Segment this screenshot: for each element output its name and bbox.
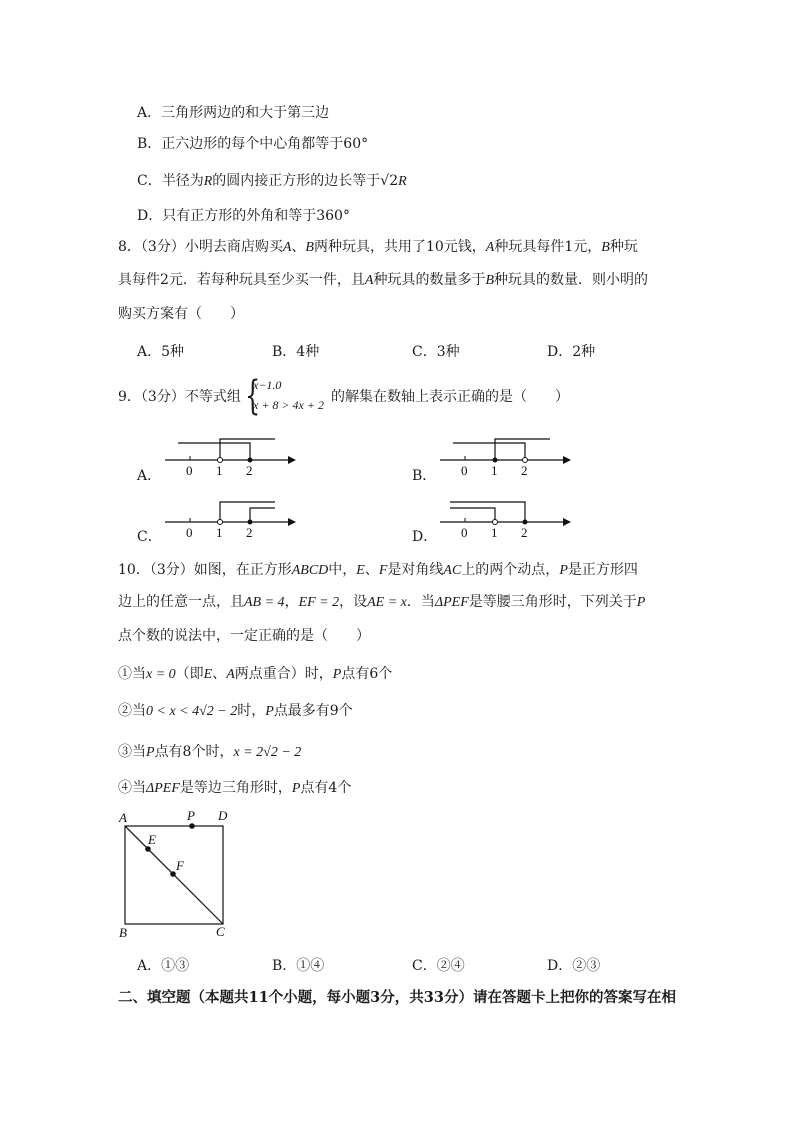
q8-line3: 购买方案有（ ） xyxy=(118,306,244,322)
q10-statement-1 xyxy=(118,665,392,684)
tick-0: 0 xyxy=(461,525,468,540)
q7-c-prefix: C．半径为 xyxy=(137,173,204,189)
q7-c-mid: 的圆内接正方形的边长等于 xyxy=(212,173,381,189)
s1-e: 点有6个 xyxy=(341,666,393,682)
q10-line3: 点个数的说法中，一定正确的是（ ） xyxy=(118,628,370,644)
q10-l1-abcd: ABCD xyxy=(291,563,329,578)
q9-label-a: A． xyxy=(137,468,162,484)
q9-system-line1: x−1.0 xyxy=(253,378,282,392)
q10-l1-c: 、 xyxy=(364,562,379,578)
tick-1: 1 xyxy=(216,463,223,478)
q9-brace: { xyxy=(245,373,261,419)
q9-label-c: C． xyxy=(137,529,162,545)
q7-c-r2: R xyxy=(398,174,407,189)
s1-a-pt: A xyxy=(226,667,235,682)
section-2-heading: 二、填空题（本题共11个小题，每小题3分，共33分）请在答题卡上把你的答案写在相 xyxy=(118,989,676,1006)
q10-statement-4 xyxy=(118,779,351,798)
tick-2: 2 xyxy=(521,525,528,540)
q8-l2-A: A xyxy=(364,273,374,288)
s1-p: P xyxy=(332,667,342,682)
q9-label-b: B． xyxy=(412,468,437,484)
q10-statement-3 xyxy=(118,743,301,762)
q8-option-d: D．2种 xyxy=(547,344,596,360)
tick-0: 0 xyxy=(186,463,193,478)
tick-1: 1 xyxy=(216,525,223,540)
s1-e-pt: E xyxy=(203,667,213,682)
label-p: P xyxy=(187,808,195,823)
q8-option-a: A．5种 xyxy=(137,344,185,360)
point-p xyxy=(189,823,195,829)
tick-0: 0 xyxy=(461,463,468,478)
tick-1: 1 xyxy=(491,463,498,478)
q10-option-c: C．②④ xyxy=(412,958,465,974)
s1-x: x = 0 xyxy=(146,667,176,682)
q10-line2 xyxy=(118,593,645,612)
q9-label-d: D． xyxy=(412,529,438,545)
s3-eq: x = 2√2 − 2 xyxy=(233,745,302,760)
q7-c-r: R xyxy=(203,174,213,189)
q10-option-b: B．①④ xyxy=(272,958,325,974)
s2-p: P xyxy=(265,704,274,719)
q10-l2-pef: ΔPEF xyxy=(434,595,469,610)
s4-c: 点有4个 xyxy=(300,780,352,796)
q8-l1-b: 、 xyxy=(291,239,306,255)
s4-a: ④当 xyxy=(118,780,146,796)
q10-l1-f-pt: F xyxy=(378,563,388,578)
s2-a: ②当 xyxy=(118,703,146,719)
label-d: D xyxy=(218,808,228,823)
q10-l2-ab: AB = 4 xyxy=(244,595,285,610)
number-line-c xyxy=(160,499,300,541)
q10-l2-b: ， xyxy=(284,594,299,610)
s3-p: P xyxy=(146,745,155,760)
q8-l2-a: 具每件2元．若每种玩具至少买一件，且 xyxy=(118,272,365,288)
s4-p: P xyxy=(291,781,301,796)
s2-b: 时， xyxy=(237,703,266,719)
point-e xyxy=(145,846,151,852)
q8-l2-b: 种玩具的数量多于 xyxy=(373,272,486,288)
tick-2: 2 xyxy=(246,463,253,478)
s3-b: 点有8个时， xyxy=(154,744,234,760)
q10-l1-b: 中， xyxy=(328,562,357,578)
q10-l2-d: ．当 xyxy=(406,594,435,610)
q8-l1-A: A xyxy=(282,240,292,255)
q10-l1-a: 10．（3分）如图，在正方形 xyxy=(118,562,292,578)
tick-0: 0 xyxy=(186,525,193,540)
q10-l2-e: 是等腰三角形时，下列关于 xyxy=(468,594,637,610)
s1-d: 两点重合）时， xyxy=(234,666,333,682)
tick-2: 2 xyxy=(246,525,253,540)
s1-c: 、 xyxy=(212,666,227,682)
q7-option-b: B．正六边形的每个中心角都等于60° xyxy=(137,136,369,152)
q10-l2-c: ，设 xyxy=(339,594,368,610)
tick-2: 2 xyxy=(521,463,528,478)
q7-option-a: A．三角形两边的和大于第三边 xyxy=(137,105,330,121)
q10-option-d: D．②③ xyxy=(547,958,601,974)
q9-suffix: 的解集在数轴上表示正确的是（ ） xyxy=(331,389,569,405)
q8-l1-a: 8．（3分）小明去商店购买 xyxy=(118,239,283,255)
point-f xyxy=(170,871,176,877)
label-b: B xyxy=(119,925,127,940)
q8-option-b: B．4种 xyxy=(272,344,320,360)
q8-l1-e: 种玩 xyxy=(609,239,638,255)
q8-l1-d: 种玩具每件1元， xyxy=(494,239,602,255)
number-line-d xyxy=(435,499,575,541)
q10-statement-2 xyxy=(118,702,353,721)
q8-l1-c: 两种玩具，共用了10元钱， xyxy=(313,239,486,255)
label-f: F xyxy=(176,858,184,873)
q8-l2-B: B xyxy=(485,273,495,288)
label-e: E xyxy=(148,832,156,847)
q7-c-sqrt: √2 xyxy=(380,173,399,189)
q8-l1-A2: A xyxy=(485,240,495,255)
q10-l1-p: P xyxy=(559,563,568,578)
q10-l2-p: P xyxy=(636,595,646,610)
s1-b: （即 xyxy=(175,666,204,682)
q8-line2 xyxy=(118,271,648,290)
q8-l1-B: B xyxy=(305,240,314,255)
q7-option-d: D．只有正方形的外角和等于360° xyxy=(137,208,350,224)
q10-l1-e-pt: E xyxy=(356,563,365,578)
number-line-a xyxy=(160,438,300,478)
q10-line1 xyxy=(118,561,638,580)
q10-l2-ef: EF = 2 xyxy=(298,595,340,610)
q8-l2-c: 种玩具的数量．则小明的 xyxy=(494,272,649,288)
s4-b: 是等边三角形时， xyxy=(179,780,292,796)
s4-pef: ΔPEF xyxy=(146,781,180,796)
q9-prefix: 9．（3分）不等式组 xyxy=(118,389,241,405)
square-diagram xyxy=(116,808,246,938)
q9-system-line2: x + 8 > 4x + 2 xyxy=(253,398,324,412)
q8-l1-B2: B xyxy=(601,240,610,255)
s3-a: ③当 xyxy=(118,744,146,760)
tick-1: 1 xyxy=(491,525,498,540)
q8-option-c: C．3种 xyxy=(412,344,460,360)
label-c: C xyxy=(216,924,225,939)
q10-l1-e: 上的两个动点， xyxy=(461,562,560,578)
q8-line1 xyxy=(118,238,638,257)
label-a: A xyxy=(119,810,127,825)
s2-ineq: 0 < x < 4√2 − 2 xyxy=(146,704,238,719)
s1-a: ①当 xyxy=(118,666,146,682)
s2-c: 点最多有9个 xyxy=(273,703,353,719)
q7-option-c xyxy=(137,172,407,191)
q10-l1-ac: AC xyxy=(443,563,462,578)
q10-option-a: A．①③ xyxy=(137,958,190,974)
q10-l2-ae: AE = x xyxy=(367,595,407,610)
q10-l1-d: 是对角线 xyxy=(387,562,444,578)
q10-l2-a: 边上的任意一点，且 xyxy=(118,594,244,610)
q10-l1-f: 是正方形四 xyxy=(567,562,638,578)
number-line-b xyxy=(435,438,575,478)
